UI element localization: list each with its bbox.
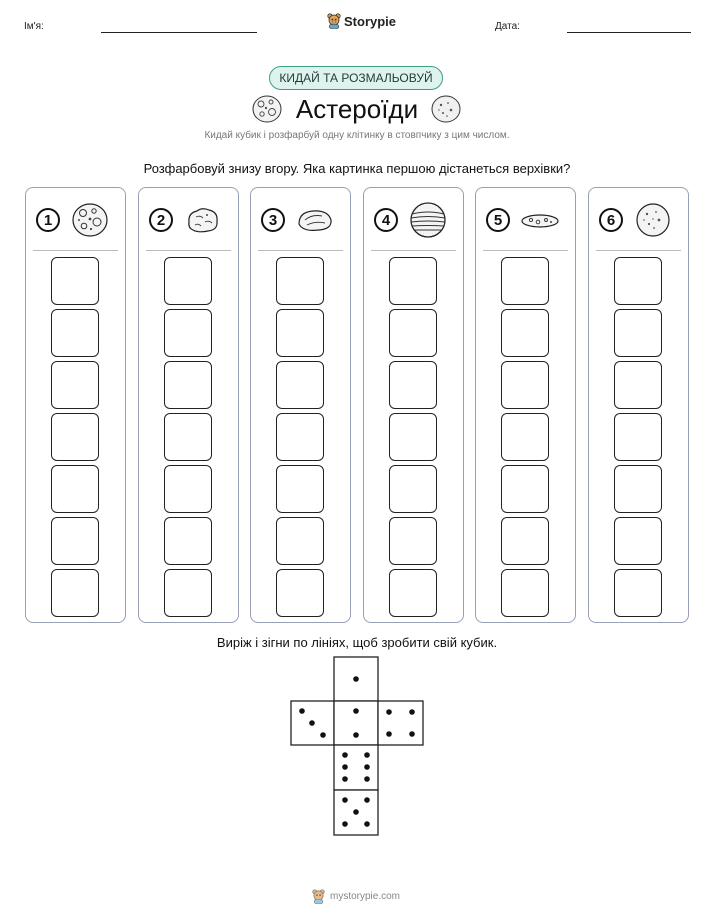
color-cell[interactable] [51,465,99,513]
color-cell[interactable] [614,569,662,617]
column-divider [596,250,681,251]
color-cell[interactable] [164,413,212,461]
column-divider [371,250,456,251]
footer [312,889,400,904]
column-number: 6 [599,208,623,232]
color-cell[interactable] [614,257,662,305]
dice-face-6 [334,745,378,790]
color-cell[interactable] [501,465,549,513]
color-cell[interactable] [614,517,662,565]
dice-face-4 [378,701,423,745]
column-1 [25,187,126,623]
activity-tag: КИДАЙ ТА РОЗМАЛЬОВУЙ [269,66,443,90]
color-cell[interactable] [276,309,324,357]
date-label: Дата: [495,21,520,32]
color-cell[interactable] [51,257,99,305]
date-line [567,32,691,33]
logo-text: Storypie [344,13,397,29]
color-cell[interactable] [51,309,99,357]
flat-asteroid-icon [520,202,560,238]
column-divider [483,250,568,251]
column-6 [588,187,689,623]
color-cell[interactable] [389,465,437,513]
color-cell[interactable] [614,361,662,409]
color-cell[interactable] [276,413,324,461]
column-2 [138,187,239,623]
color-cell[interactable] [389,517,437,565]
color-cell[interactable] [614,465,662,513]
color-cell[interactable] [501,361,549,409]
round-asteroid-icon [633,202,673,238]
column-number: 1 [36,208,60,232]
color-cell[interactable] [389,413,437,461]
color-cell[interactable] [389,569,437,617]
dice-net [290,656,426,838]
footer-site[interactable]: mystorypie.com [330,891,401,902]
cratered-asteroid-icon [70,202,110,238]
color-cell[interactable] [276,361,324,409]
color-cell[interactable] [164,517,212,565]
column-4 [363,187,464,623]
color-cell[interactable] [501,309,549,357]
column-divider [258,250,343,251]
color-cell[interactable] [614,413,662,461]
color-cell[interactable] [501,413,549,461]
color-cell[interactable] [389,309,437,357]
cut-instruction: Виріж і зігни по лініях, щоб зробити свій кубик. [216,635,498,650]
color-cell[interactable] [51,413,99,461]
asteroid-icon-right [430,94,462,124]
color-cell[interactable] [389,257,437,305]
column-number: 2 [149,208,173,232]
striped-planet-icon [408,202,448,238]
column-3 [250,187,351,623]
column-divider [146,250,231,251]
color-cell[interactable] [276,517,324,565]
color-cell[interactable] [501,517,549,565]
page-title: Астероїди [295,94,419,124]
subtitle: Кидай кубик і розфарбуй одну клітинку в стовпчику з цим числом. [204,130,510,141]
color-cell[interactable] [614,309,662,357]
color-cell[interactable] [164,361,212,409]
color-cell[interactable] [164,569,212,617]
color-cell[interactable] [51,517,99,565]
bear-icon [312,889,325,904]
color-cell[interactable] [164,309,212,357]
storypie-logo [327,13,396,29]
name-line [101,32,257,33]
column-5 [475,187,576,623]
color-cell[interactable] [51,361,99,409]
rocky-asteroid-icon [183,202,223,238]
column-number: 4 [374,208,398,232]
column-number: 3 [261,208,285,232]
color-cell[interactable] [276,569,324,617]
color-cell[interactable] [164,257,212,305]
color-cell[interactable] [276,465,324,513]
name-label: Ім'я: [24,21,44,32]
color-cell[interactable] [276,257,324,305]
color-cell[interactable] [501,569,549,617]
color-cell[interactable] [389,361,437,409]
color-cell[interactable] [501,257,549,305]
column-number: 5 [486,208,510,232]
column-divider [33,250,118,251]
bear-icon [327,13,341,29]
color-cell[interactable] [164,465,212,513]
oval-asteroid-icon [295,202,335,238]
dice-face-2 [334,701,378,745]
instruction: Розфарбовуй знизу вгору. Яка картинка першою дістанеться верхівки? [143,161,571,176]
color-cell[interactable] [51,569,99,617]
